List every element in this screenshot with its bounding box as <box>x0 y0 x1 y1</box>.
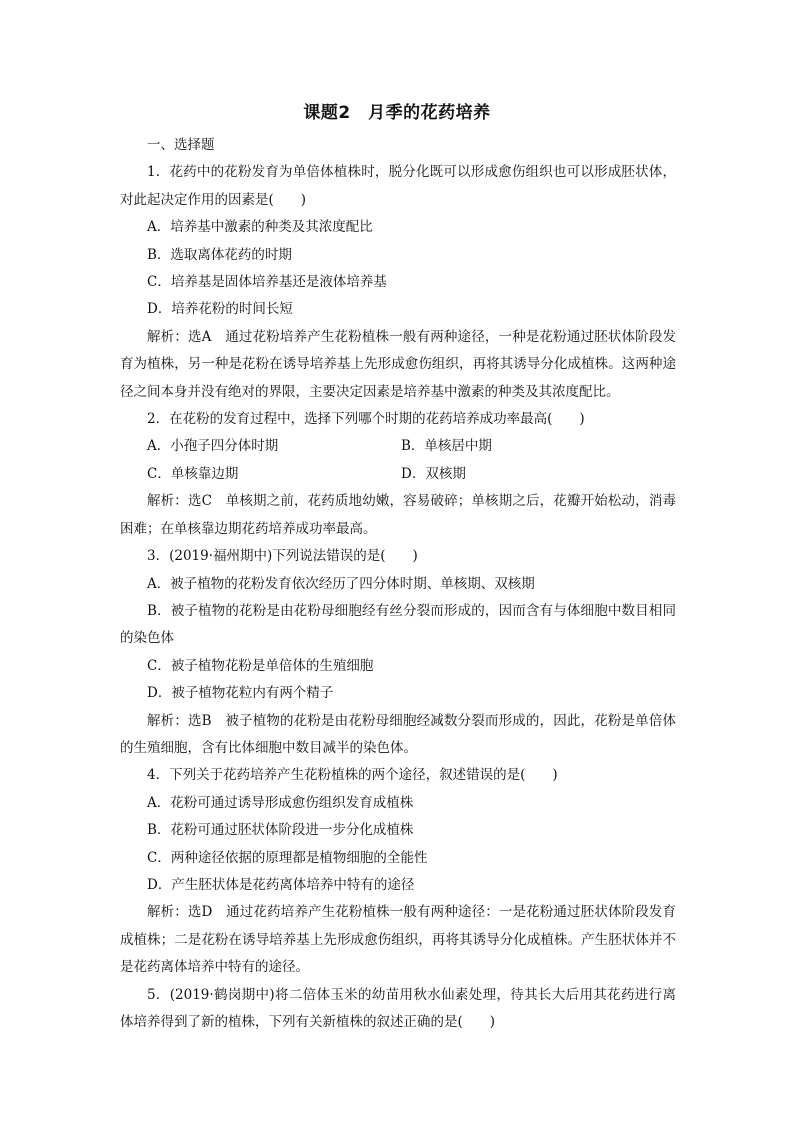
option-b-text: B．被子植物的花粉是由花粉母细胞经有丝分裂而形成的，因而含有与体细胞中数目相同的染色体 <box>120 602 676 647</box>
option-a: A．小孢子四分体时期 <box>147 438 279 455</box>
option-c: C．两种途径依据的原理都是植物细胞的全能性 <box>147 849 428 866</box>
question-stem-text: 3．(2019·福州期中)下列说法错误的是( ) <box>147 548 418 565</box>
option-row <box>120 433 676 460</box>
section-heading: 一、选择题 <box>147 137 215 153</box>
option-d: D．产生胚状体是花药离体培养中特有的途径 <box>147 876 415 893</box>
question-stem <box>120 982 676 1037</box>
option-d: D．培养花粉的时间长短 <box>147 301 293 318</box>
explanation-text: 解析：选D 通过花药培养产生花粉植株一般有两种途径：一是花粉通过胚状体阶段发育成植株；二是花粉在诱导培养基上先形成愈伤组织，再将其诱导分化成植株。产生胚状体并不是花药离体培养中特有的途径。 <box>120 904 676 976</box>
question-stem-text: 2．在花粉的发育过程中，选择下列哪个时期的花药培养成功率最高( ) <box>147 411 585 428</box>
question-stem-text: 4．下列关于花药培养产生花粉植株的两个途径，叙述错误的是( ) <box>147 767 558 784</box>
option-b: B．单核居中期 <box>401 438 492 455</box>
explanation-text: 解析：选A 通过花粉培养产生花粉植株一般有两种途径，一种是花粉通过胚状体阶段发育为植株，另一种是花粉在诱导培养基上先形成愈伤组织，再将其诱导分化成植株。这两种途径之间本身并没有绝对的界限，主要决定因素是培养基中激素的种类及其浓度配比。 <box>120 328 676 400</box>
explanation-text: 解析：选C 单核期之前，花药质地幼嫩，容易破碎；单核期之后，花瓣开始松动，消毒困难；在单核靠边期花药培养成功率最高。 <box>120 493 676 537</box>
explanation-text: 解析：选B 被子植物的花粉是由花粉母细胞经减数分裂而形成的，因此，花粉是单倍体的生殖细胞，含有比体细胞中数目减半的染色体。 <box>120 712 676 756</box>
explanation <box>120 708 676 763</box>
option-c: C．被子植物花粉是单倍体的生殖细胞 <box>147 657 374 674</box>
option-b: B．选取离体花药的时期 <box>147 246 292 263</box>
page-title: 课题2 月季的花药培养 <box>303 103 491 123</box>
question-stem-text: 1．花药中的花粉发育为单倍体植株时，脱分化既可以形成愈伤组织也可以形成胚状体，对此起决定作用的因素是( ) <box>120 164 676 208</box>
option-a: A．被子植物的花粉发育依次经历了四分体时期、单核期、双核期 <box>147 575 535 592</box>
question-stem-text: 5．(2019·鹤岗期中)将二倍体玉米的幼苗用秋水仙素处理，待其长大后用其花药进行离体培养得到了新的植株，下列有关新植株的叙述正确的是( ) <box>120 986 676 1030</box>
explanation <box>120 324 676 406</box>
explanation <box>120 488 676 543</box>
option-a: A．培养基中激素的种类及其浓度配比 <box>147 219 373 236</box>
option-b <box>120 598 676 653</box>
question-stem <box>120 406 676 433</box>
option-row <box>120 461 676 488</box>
question-stem <box>120 762 676 789</box>
explanation <box>120 899 676 981</box>
question-stem <box>120 543 676 570</box>
document-body <box>120 132 676 1036</box>
option-d: D．被子植物花粒内有两个精子 <box>147 685 334 702</box>
option-b: B．花粉可通过胚状体阶段进一步分化成植株 <box>147 822 414 839</box>
option-d: D．双核期 <box>401 465 466 482</box>
option-c: C．单核靠边期 <box>147 465 239 482</box>
question-stem <box>120 159 676 214</box>
option-c: C．培养基是固体培养基还是液体培养基 <box>147 274 387 291</box>
option-a: A．花粉可通过诱导形成愈伤组织发育成植株 <box>147 794 414 811</box>
